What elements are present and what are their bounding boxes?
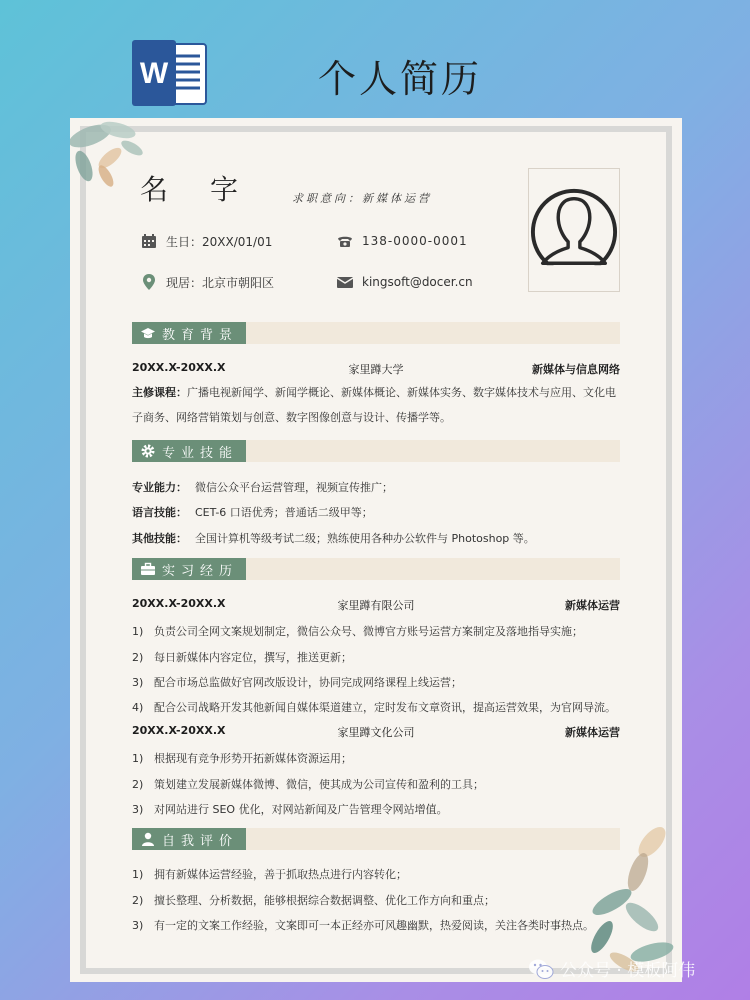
item-number: 2) [132,651,144,664]
courses-text: 广播电视新闻学、新闻学概论、新媒体概论、新媒体实务、数字媒体技术与应用、文化电子商务、网络营销策划与创意、数字图像创意与设计、传播学等。 [132,386,616,424]
edu-courses [132,380,622,430]
watermark-text: 公众号 · 模板阿伟 [560,961,696,981]
job-position: 新媒体运营 [565,726,620,739]
skill-item [132,479,622,495]
word-doc-icon [130,40,210,106]
job-row [132,597,620,613]
skill-text: 全国计算机等级考试二级；熟练使用各种办公软件与 Photoshop 等。 [195,532,535,545]
job-objective: 求职意向：新媒体运营 [292,192,432,205]
edu-period: 20XX.X-20XX.X [132,361,226,374]
evaluation-text: 擅长整理、分析数据，能够根据综合数据调整、优化工作方向和重点； [154,894,495,907]
job-row [132,724,620,740]
skill-label: 专业能力： [132,481,187,494]
duty-text: 每日新媒体内容定位，撰写，推送更新； [154,651,352,664]
job-period: 20XX.X-20XX.X [132,724,226,737]
evaluation-item [132,892,622,908]
evaluation-item [132,917,622,933]
duty-item [132,801,622,817]
resume-page [70,118,682,982]
evaluation-item [132,866,622,882]
section-internship [132,558,620,580]
skill-label: 其他技能： [132,532,187,545]
item-number: 3) [132,803,144,816]
wechat-icon [528,958,554,980]
item-number: 2) [132,778,144,791]
section-header [132,322,246,344]
item-number: 4) [132,701,144,714]
duty-item [132,623,622,639]
skill-item [132,504,622,520]
courses-label: 主修课程： [132,386,187,399]
header [0,0,750,118]
svg-text:W: W [139,57,169,90]
duty-item [132,699,622,715]
section-self-evaluation [132,828,620,850]
phone-number: 138-0000-0001 [362,234,468,248]
mail-icon [336,273,354,291]
residence-info [140,273,274,291]
edu-school: 家里蹲大学 [348,363,404,376]
watermark [528,956,695,981]
duty-item [132,776,622,792]
item-number: 3) [132,676,144,689]
skill-item [132,530,622,546]
applicant-name: 名字 [140,173,281,206]
avatar-icon [529,169,619,291]
education-row [132,361,620,377]
phone-icon [336,232,354,250]
email-info [336,273,473,291]
item-number: 2) [132,894,144,907]
duty-item [132,649,622,665]
duty-text: 对网站进行 SEO 优化，对网站新闻及广告管理令网站增值。 [154,803,448,816]
calendar-icon [140,232,158,250]
section-header [132,558,246,580]
section-title: 专业技能 [162,445,239,461]
section-header [132,828,246,850]
phone-info [336,232,468,250]
job-period: 20XX.X-20XX.X [132,597,226,610]
gear-icon [140,443,156,459]
skill-text: CET-6 口语优秀；普通话二级甲等； [195,506,373,519]
duty-text: 负责公司全网文案规划制定，微信公众号、微博官方账号运营方案制定及落地指导实施； [154,625,583,638]
item-number: 1) [132,868,144,881]
item-number: 3) [132,919,144,932]
graduation-cap-icon [140,325,156,341]
section-header [132,440,246,462]
duty-item [132,674,622,690]
evaluation-text: 有一定的文案工作经验，文案即可一本正经亦可风趣幽默，热爱阅读，关注各类时事热点。 [154,919,594,932]
item-number: 1) [132,752,144,765]
item-number: 1) [132,625,144,638]
job-position: 新媒体运营 [565,599,620,612]
skill-text: 微信公众平台运营管理，视频宣传推广； [195,481,393,494]
section-title: 自我评价 [162,833,239,849]
duty-text: 根据现有竞争形势开拓新媒体资源运用； [154,752,352,765]
birth-date: 生日：20XX/01/01 [166,234,273,249]
edu-major: 新媒体与信息网络 [532,363,620,376]
page-title: 个人简历 [318,57,483,101]
email: kingsoft@docer.cn [362,275,473,289]
section-education [132,322,620,344]
duty-item [132,750,622,766]
birth-info [140,232,272,250]
section-skills [132,440,620,462]
section-title: 教育背景 [162,327,239,343]
section-title: 实习经历 [162,563,239,579]
person-icon [140,831,156,847]
briefcase-icon [140,561,156,577]
duty-text: 配合市场总监做好官网改版设计，协同完成网络课程上线运营； [154,676,462,689]
residence: 现居：北京市朝阳区 [166,275,275,290]
job-company: 家里蹲文化公司 [337,726,415,739]
duty-text: 策划建立发展新媒体微博、微信，使其成为公司宣传和盈利的工具； [154,778,484,791]
skill-label: 语言技能： [132,506,187,519]
evaluation-text: 拥有新媒体运营经验，善于抓取热点进行内容转化； [154,868,407,881]
profile-photo [528,168,620,292]
job-company: 家里蹲有限公司 [337,599,415,612]
location-pin-icon [140,273,158,291]
duty-text: 配合公司战略开发其他新闻自媒体渠道建立，定时发布文章资讯，提高运营效果，为官网导流。 [154,701,616,714]
